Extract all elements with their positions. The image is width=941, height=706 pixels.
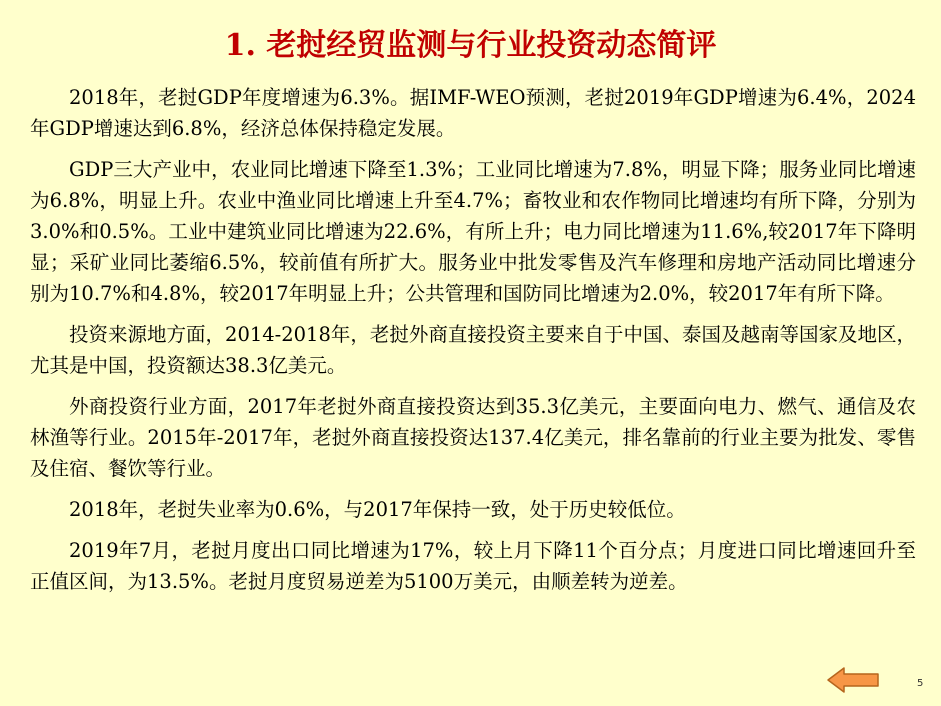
slide-title: 1. 老挝经贸监测与行业投资动态简评 [224, 28, 717, 63]
paragraph-unemployment: 2018年，老挝失业率为0.6%，与2017年保持一致，处于历史较低位。 [69, 498, 686, 521]
page-number: 5 [917, 678, 924, 689]
paragraph-investment-industry: 外商投资行业方面，2017年老挝外商直接投资达到35.3亿美元，主要面向电力、燃气、通信及农林渔等行业。2015年-2017年，老挝外商直接投资达137.4亿美元，排名靠前的行业主要为批发、零售及住宿、餐饮等行业。 [30, 395, 916, 480]
slide-body [30, 82, 916, 607]
paragraph-investment-source: 投资来源地方面，2014-2018年，老挝外商直接投资主要来自于中国、泰国及越南等国家及地区，尤其是中国，投资额达38.3亿美元。 [30, 323, 916, 377]
back-arrow-button[interactable] [826, 666, 880, 694]
paragraph-trade: 2019年7月，老挝月度出口同比增速为17%，较上月下降11个百分点；月度进口同比增速回升至正值区间，为13.5%。老挝月度贸易逆差为5100万美元，由顺差转为逆差。 [30, 539, 916, 593]
paragraph-industry-structure: GDP三大产业中，农业同比增速下降至1.3%；工业同比增速为7.8%，明显下降；服务业同比增速为6.8%，明显上升。农业中渔业同比增速上升至4.7%；畜牧业和农作物同比增速均有所下降，分别为3.0%和0.5%。工业中建筑业同比增速为22.6%，有所上升；电力同比增速为11.6%,较2017年下降明显；采矿业同比萎缩6.5%，较前值有所扩大。服务业中批发零售及汽车修理和房地产活动同比增速分别为10.7%和4.8%，较2017年明显上升；公共管理和国防同比增速为2.0%，较2017年有所下降。 [30, 158, 916, 305]
paragraph-gdp-growth: 2018年，老挝GDP年度增速为6.3%。据IMF-WEO预测，老挝2019年GDP增速为6.4%，2024年GDP增速达到6.8%，经济总体保持稳定发展。 [30, 86, 916, 140]
left-arrow-icon [826, 666, 880, 694]
